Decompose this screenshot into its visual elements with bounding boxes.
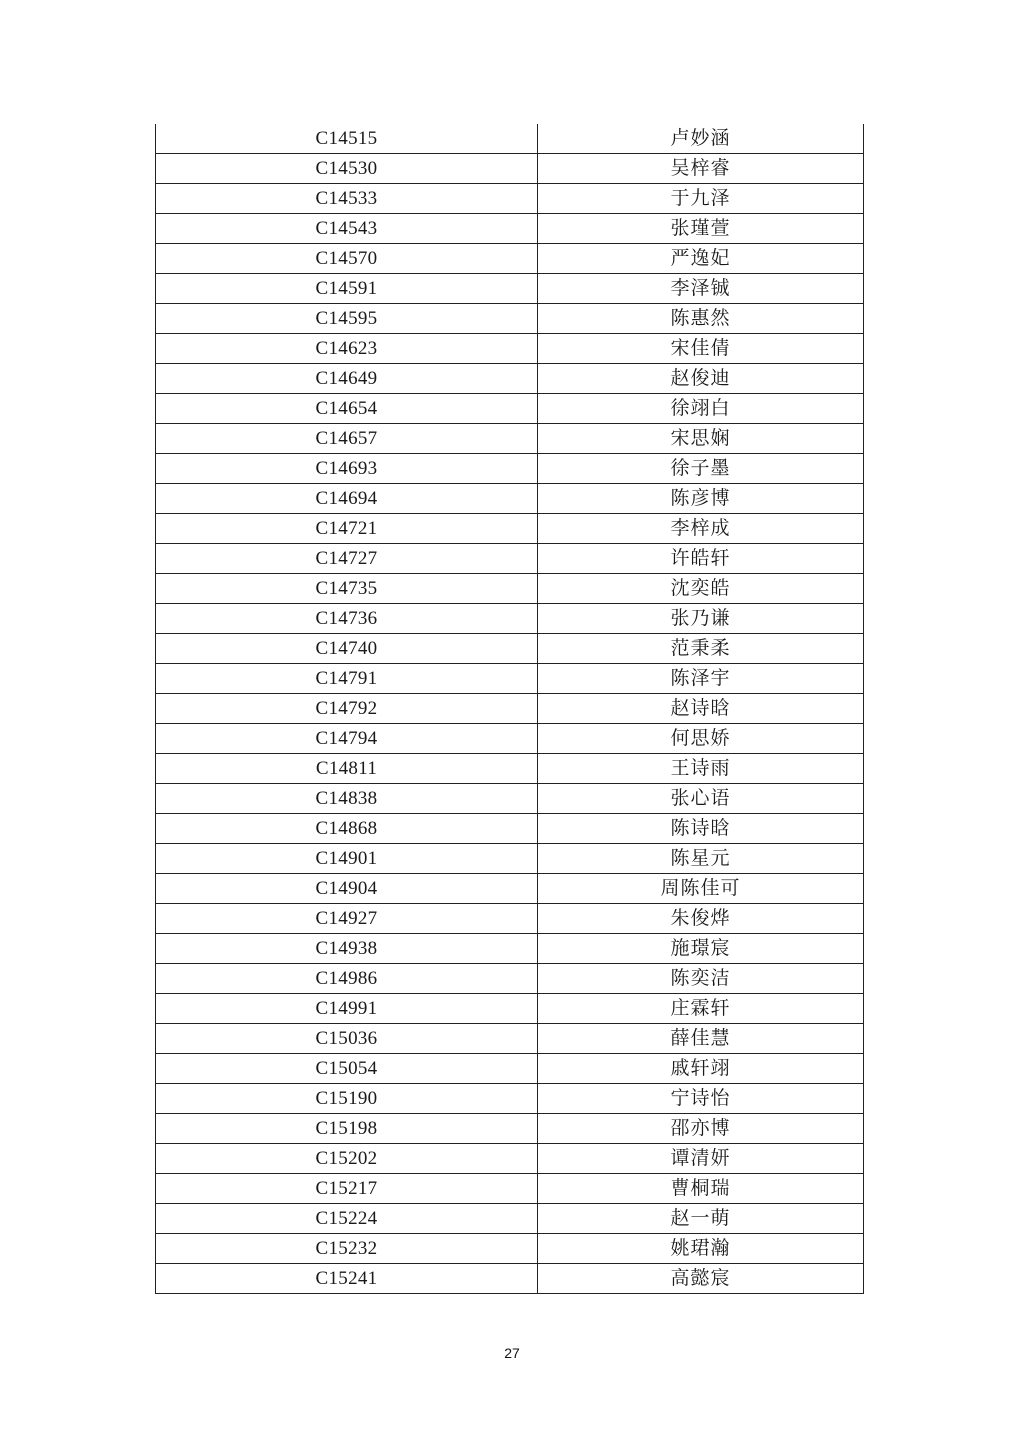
student-id-cell: C14901 [156, 844, 538, 874]
table-row [156, 604, 864, 634]
table-row [156, 544, 864, 574]
table-row [156, 1174, 864, 1204]
student-id-cell: C14838 [156, 784, 538, 814]
student-id-cell: C15232 [156, 1234, 538, 1264]
student-id-cell: C15217 [156, 1174, 538, 1204]
table-row [156, 184, 864, 214]
student-name-cell: 赵诗晗 [538, 694, 864, 724]
student-name-cell: 王诗雨 [538, 754, 864, 784]
student-name-cell: 许皓轩 [538, 544, 864, 574]
student-name-cell: 宋佳倩 [538, 334, 864, 364]
student-name-cell: 朱俊烨 [538, 904, 864, 934]
student-name-cell: 何思娇 [538, 724, 864, 754]
table-row [156, 1234, 864, 1264]
student-id-cell: C14904 [156, 874, 538, 904]
table-row [156, 334, 864, 364]
table-row [156, 394, 864, 424]
student-name-cell: 沈奕皓 [538, 574, 864, 604]
table-row [156, 454, 864, 484]
student-name-cell: 陈诗晗 [538, 814, 864, 844]
table-row [156, 784, 864, 814]
table-row [156, 634, 864, 664]
student-id-cell: C15036 [156, 1024, 538, 1054]
student-name-cell: 于九泽 [538, 184, 864, 214]
student-id-cell: C14515 [156, 124, 538, 154]
student-id-cell: C14735 [156, 574, 538, 604]
table-row [156, 724, 864, 754]
table-row [156, 1024, 864, 1054]
student-name-cell: 周陈佳可 [538, 874, 864, 904]
student-name-cell: 陈泽宇 [538, 664, 864, 694]
student-id-cell: C14986 [156, 964, 538, 994]
student-name-cell: 陈星元 [538, 844, 864, 874]
student-name-cell: 卢妙涵 [538, 124, 864, 154]
table-row [156, 934, 864, 964]
page-number: 27 [504, 1345, 520, 1361]
table-row [156, 754, 864, 784]
student-id-cell: C14623 [156, 334, 538, 364]
student-id-cell: C14694 [156, 484, 538, 514]
table-row [156, 304, 864, 334]
table-row [156, 124, 864, 154]
student-id-cell: C14811 [156, 754, 538, 784]
student-name-cell: 陈彦博 [538, 484, 864, 514]
student-id-cell: C15198 [156, 1114, 538, 1144]
table-row [156, 484, 864, 514]
student-id-cell: C14591 [156, 274, 538, 304]
student-id-cell: C14649 [156, 364, 538, 394]
table-row [156, 274, 864, 304]
student-name-cell: 张心语 [538, 784, 864, 814]
student-name-cell: 邵亦博 [538, 1114, 864, 1144]
student-name-cell: 陈奕洁 [538, 964, 864, 994]
student-id-cell: C14792 [156, 694, 538, 724]
roster-table-body [156, 124, 864, 1294]
student-name-cell: 吴梓睿 [538, 154, 864, 184]
table-row [156, 814, 864, 844]
student-name-cell: 戚轩翊 [538, 1054, 864, 1084]
student-name-cell: 庄霖轩 [538, 994, 864, 1024]
table-row [156, 1204, 864, 1234]
roster-table [155, 124, 864, 1294]
table-row [156, 994, 864, 1024]
student-name-cell: 张瑾萱 [538, 214, 864, 244]
student-id-cell: C14938 [156, 934, 538, 964]
table-row [156, 1114, 864, 1144]
student-id-cell: C15202 [156, 1144, 538, 1174]
student-name-cell: 严逸妃 [538, 244, 864, 274]
student-name-cell: 高懿宸 [538, 1264, 864, 1294]
table-row [156, 1144, 864, 1174]
student-name-cell: 宋思娴 [538, 424, 864, 454]
student-id-cell: C14794 [156, 724, 538, 754]
table-row [156, 874, 864, 904]
table-row [156, 1264, 864, 1294]
student-id-cell: C14727 [156, 544, 538, 574]
student-name-cell: 范秉柔 [538, 634, 864, 664]
student-name-cell: 徐翊白 [538, 394, 864, 424]
student-id-cell: C14927 [156, 904, 538, 934]
student-name-cell: 徐子墨 [538, 454, 864, 484]
table-row [156, 964, 864, 994]
student-id-cell: C14868 [156, 814, 538, 844]
table-row [156, 904, 864, 934]
table-row [156, 424, 864, 454]
student-id-cell: C14657 [156, 424, 538, 454]
student-id-cell: C14654 [156, 394, 538, 424]
table-row [156, 244, 864, 274]
table-row [156, 214, 864, 244]
student-name-cell: 赵一萌 [538, 1204, 864, 1234]
table-row [156, 574, 864, 604]
student-id-cell: C14736 [156, 604, 538, 634]
student-name-cell: 陈惠然 [538, 304, 864, 334]
student-id-cell: C14693 [156, 454, 538, 484]
student-name-cell: 李泽铖 [538, 274, 864, 304]
student-id-cell: C14533 [156, 184, 538, 214]
student-id-cell: C14543 [156, 214, 538, 244]
student-id-cell: C15224 [156, 1204, 538, 1234]
table-row [156, 514, 864, 544]
student-id-cell: C15054 [156, 1054, 538, 1084]
table-row [156, 664, 864, 694]
table-row [156, 844, 864, 874]
student-id-cell: C15241 [156, 1264, 538, 1294]
student-id-cell: C15190 [156, 1084, 538, 1114]
student-name-cell: 谭清妍 [538, 1144, 864, 1174]
student-id-cell: C14570 [156, 244, 538, 274]
student-name-cell: 曹桐瑞 [538, 1174, 864, 1204]
student-name-cell: 姚珺瀚 [538, 1234, 864, 1264]
student-name-cell: 宁诗怡 [538, 1084, 864, 1114]
student-name-cell: 施璟宸 [538, 934, 864, 964]
table-row [156, 1084, 864, 1114]
student-name-cell: 李梓成 [538, 514, 864, 544]
table-row [156, 154, 864, 184]
student-id-cell: C14530 [156, 154, 538, 184]
student-name-cell: 赵俊迪 [538, 364, 864, 394]
student-id-cell: C14991 [156, 994, 538, 1024]
table-row [156, 364, 864, 394]
table-row [156, 694, 864, 724]
student-name-cell: 张乃谦 [538, 604, 864, 634]
student-id-cell: C14721 [156, 514, 538, 544]
student-name-cell: 薛佳慧 [538, 1024, 864, 1054]
student-id-cell: C14791 [156, 664, 538, 694]
student-id-cell: C14595 [156, 304, 538, 334]
student-id-cell: C14740 [156, 634, 538, 664]
table-row [156, 1054, 864, 1084]
